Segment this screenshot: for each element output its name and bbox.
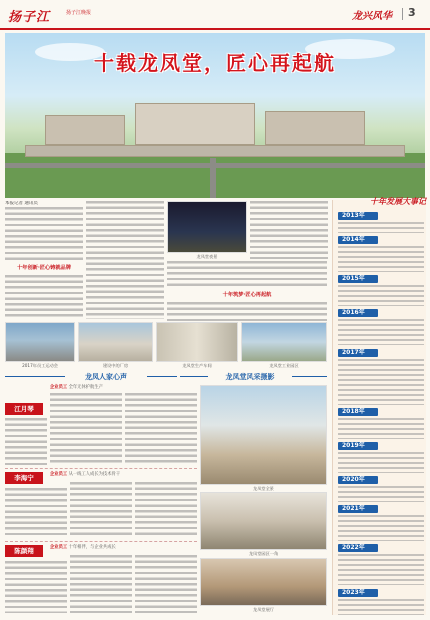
body-text	[5, 488, 67, 538]
section-heading: 龙凤堂风采摄影	[225, 373, 275, 381]
hero-photo	[5, 33, 425, 198]
photo-caption: 龙凤堂全景	[253, 486, 274, 491]
masthead-divider	[402, 8, 403, 20]
timeline-year: 2013年	[338, 212, 378, 220]
timeline-year: 2017年	[338, 349, 378, 357]
person-name-tag: 李海宁	[5, 472, 43, 484]
article-column	[5, 418, 47, 465]
body-text	[338, 222, 424, 233]
body-text	[338, 319, 424, 345]
timeline-year: 2014年	[338, 236, 378, 244]
newspaper-logo-sub: 扬子江晚报	[66, 10, 92, 16]
timeline-year: 2022年	[338, 544, 378, 552]
factory-building	[265, 111, 365, 145]
photo-caption: 龙凤堂展厅	[253, 607, 274, 612]
factory-building	[45, 115, 125, 145]
block-heading	[50, 385, 200, 391]
band-rule	[147, 376, 177, 377]
body-text	[338, 599, 424, 615]
article-byline: 本报记者 通讯员	[5, 201, 38, 206]
timeline-year: 2020年	[338, 476, 378, 484]
block-divider	[5, 541, 197, 542]
timeline-year: 2019年	[338, 442, 378, 450]
article-column	[70, 555, 132, 613]
section-heading: 龙凤人家心声	[85, 373, 127, 381]
body-text	[70, 555, 132, 613]
block-heading-text: 全年无休护航生产	[68, 385, 103, 390]
band-rule	[5, 376, 65, 377]
body-text	[5, 561, 67, 613]
newspaper-logo: 扬子江	[8, 10, 51, 25]
article-column	[250, 201, 328, 259]
body-text	[338, 418, 424, 439]
building-photo	[200, 385, 327, 485]
body-text	[338, 246, 424, 272]
body-text	[250, 201, 328, 259]
band-rule	[292, 376, 327, 377]
factory-building	[135, 103, 255, 145]
page-number: 3	[408, 6, 416, 19]
article-column	[5, 561, 67, 613]
page-headline: 十载龙凤堂，匠心再起航	[94, 51, 336, 75]
timeline-entry	[338, 599, 424, 615]
timeline-year: 2015年	[338, 275, 378, 283]
timeline-title: 十年发展大事记	[370, 197, 426, 206]
workshop-photo	[156, 322, 238, 362]
night-scene-photo	[167, 201, 247, 253]
body-text	[338, 285, 424, 306]
timeline-year: 2021年	[338, 505, 378, 513]
photo-caption: 龙凤堂工业园区	[269, 363, 299, 368]
event-photo	[5, 322, 75, 362]
article-column	[50, 393, 122, 465]
body-text	[135, 482, 197, 538]
section-name: 龙兴风华	[352, 11, 392, 22]
timeline-entry	[338, 319, 424, 345]
timeline-entry	[338, 486, 424, 502]
timeline-entry	[338, 285, 424, 306]
photo-caption: 龙凤堂园区一角	[248, 551, 279, 556]
body-text	[125, 393, 197, 465]
body-text	[5, 418, 47, 465]
article-column	[125, 393, 197, 465]
body-text	[86, 201, 164, 319]
campus-photo	[200, 492, 327, 550]
timeline-entry	[338, 246, 424, 272]
block-heading	[50, 545, 200, 551]
article-column	[5, 201, 83, 319]
timeline-entry	[338, 418, 424, 439]
photo-caption: 建设中的厂房	[102, 363, 129, 368]
road-shape	[210, 158, 216, 198]
article-column	[135, 555, 197, 613]
industrial-park-photo	[241, 322, 327, 362]
article-subhead: 十年筑梦·匠心再起航	[167, 292, 327, 299]
block-heading-tag: 企业员工	[50, 385, 68, 390]
body-text	[338, 452, 424, 473]
body-text	[5, 207, 83, 262]
timeline-entry	[338, 515, 424, 541]
article-column	[86, 201, 164, 319]
timeline-year: 2016年	[338, 309, 378, 317]
showroom-photo	[200, 558, 327, 606]
article-column	[167, 261, 327, 321]
photo-caption: 龙凤堂生产车间	[182, 363, 212, 368]
photo-caption: 龙凤堂夜景	[196, 254, 218, 259]
timeline-entry	[338, 222, 424, 233]
body-text	[135, 555, 197, 613]
article-column	[70, 482, 132, 538]
article-column	[5, 488, 67, 538]
body-text	[338, 554, 424, 585]
body-text	[5, 275, 83, 319]
factory-building	[25, 145, 405, 157]
block-heading-text: 从一线工人成长为技术骨干	[68, 472, 121, 477]
block-heading-tag: 企业员工	[50, 472, 68, 477]
masthead	[0, 0, 430, 30]
timeline-entry	[338, 554, 424, 585]
timeline-year: 2018年	[338, 408, 378, 416]
body-text	[338, 486, 424, 502]
person-name-tag: 江月琴	[5, 403, 43, 415]
article-subhead: 十年创新·匠心铸就品牌	[5, 265, 83, 272]
timeline-entry	[338, 452, 424, 473]
photo-caption: 2017年员工运动会	[22, 363, 58, 368]
body-text	[167, 261, 327, 289]
timeline-entry	[338, 359, 424, 405]
block-heading-tag: 企业员工	[50, 545, 68, 550]
block-heading-text: 十年相伴，与企业共成长	[68, 545, 116, 550]
body-text	[338, 515, 424, 541]
body-text	[338, 359, 424, 405]
body-text	[50, 393, 122, 465]
block-heading	[50, 472, 200, 478]
band-rule	[180, 376, 208, 377]
body-text	[70, 482, 132, 538]
block-divider	[5, 468, 197, 469]
article-column	[135, 482, 197, 538]
person-name-tag: 陈颜翔	[5, 545, 43, 557]
body-text	[167, 302, 327, 321]
timeline-year: 2023年	[338, 589, 378, 597]
construction-photo	[78, 322, 153, 362]
